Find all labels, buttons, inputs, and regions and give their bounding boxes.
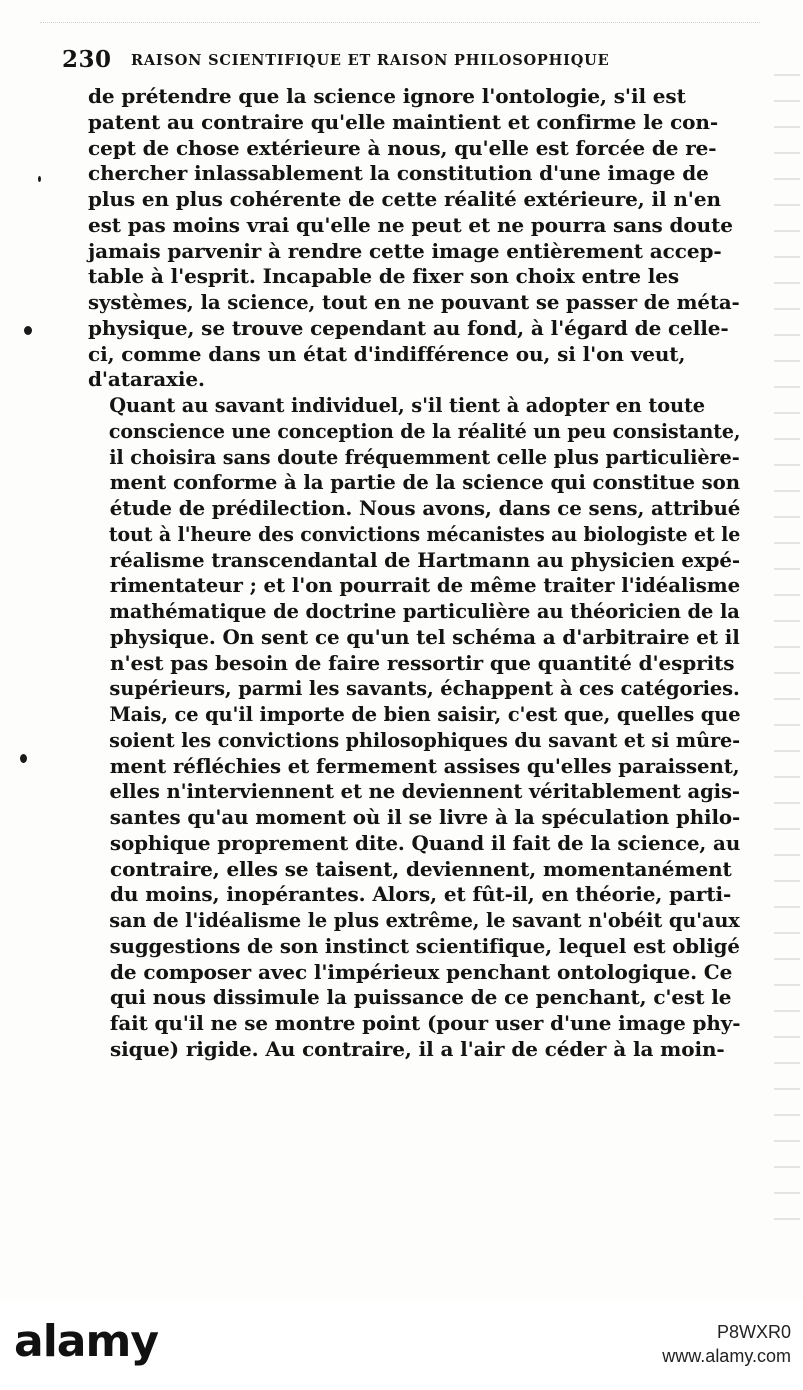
image-id-block	[662, 1320, 791, 1368]
text-line: systèmes, la science, tout en ne pouvant se passer de méta-	[88, 290, 740, 314]
text-line: mathématique de doctrine particulière au théoricien de la	[109, 599, 740, 623]
text-line: elles n'interviennent et ne deviennent véritablement agis-	[109, 779, 740, 804]
text-line: tout à l'heure des convictions mécanistes au biologiste et le	[108, 521, 741, 546]
running-head	[62, 46, 742, 74]
text-line: ment conforme à la partie de la science qui constitue son	[109, 470, 740, 495]
margin-mark	[24, 326, 32, 335]
text-line: conscience une conception de la réalité un peu consistante,	[108, 418, 741, 443]
text-line: qui nous dissimule la puissance de ce penchant, c'est le	[110, 985, 732, 1010]
text-line: plus en plus cohérente de cette réalité extérieure, il n'en	[88, 187, 721, 211]
alamy-logo: alamy	[14, 1316, 158, 1367]
paragraph	[88, 84, 740, 393]
text-line: de prétendre que la science ignore l'ontologie, s'il est	[88, 84, 686, 108]
text-line: contraire, elles se taisent, deviennent, momentanément	[110, 856, 732, 881]
text-line: sophique proprement dite. Quand il fait de la science, au	[109, 830, 741, 855]
scan-edge-artifacts	[774, 60, 800, 1240]
text-line: Mais, ce qu'il importe de bien saisir, c'est que, quelles que	[109, 702, 741, 726]
text-line: il choisira sans doute fréquemment celle plus particulière-	[109, 444, 740, 469]
text-line: suggestions de son instinct scientifique, lequel est obligé	[109, 933, 740, 958]
scan-noise	[40, 22, 760, 37]
text-line: réalisme transcendantal de Hartmann au physicien expé-	[109, 547, 740, 572]
margin-mark	[38, 176, 41, 182]
text-line: chercher inlassablement la constitution d'une image de	[88, 161, 709, 186]
text-line: ci, comme dans un état d'indifférence ou, si l'on veut,	[88, 341, 686, 366]
text-line: physique, se trouve cependant au fond, à l'égard de celle-	[88, 315, 729, 340]
text-line: supérieurs, parmi les savants, échappent à ces catégories.	[109, 676, 740, 701]
text-line: de composer avec l'impérieux penchant ontologique. Ce	[110, 959, 733, 984]
text-line: cept de chose extérieure à nous, qu'elle est forcée de re-	[88, 135, 717, 160]
text-line: fait qu'il ne se montre point (pour user d'une image phy-	[109, 1011, 741, 1035]
text-line: physique. On sent ce qu'un tel schéma a d'arbitraire et il	[109, 624, 740, 649]
text-line: du moins, inopérantes. Alors, et fût-il, en théorie, parti-	[110, 882, 732, 907]
image-id: P8WXR0	[716, 1322, 791, 1342]
text-line: santes qu'au moment où il se livre à la spéculation philo-	[109, 805, 741, 829]
text-line: patent au contraire qu'elle maintient et confirme le con-	[88, 109, 719, 134]
text-line: table à l'esprit. Incapable de fixer son choix entre les	[88, 264, 680, 289]
image-url: www.alamy.com	[662, 1346, 791, 1366]
text-line: jamais parvenir à rendre cette image entièrement accep-	[88, 238, 722, 263]
text-line: soient les convictions philosophiques du savant et si mûre-	[109, 727, 740, 752]
paragraph	[88, 393, 740, 1063]
text-line: rimentateur ; et l'on pourrait de même traiter l'idéalisme	[109, 573, 741, 598]
text-line: Quant au savant individuel, s'il tient à adopter en toute	[109, 393, 705, 417]
body-text	[88, 84, 740, 1063]
text-line: ment réfléchies et fermement assises qu'elles paraissent,	[109, 753, 740, 778]
text-line: étude de prédilection. Nous avons, dans ce sens, attribué	[109, 496, 741, 520]
running-title: RAISON SCIENTIFIQUE ET RAISON PHILOSOPHIQUE	[131, 52, 610, 69]
page-number: 230	[62, 46, 112, 73]
text-line: est pas moins vrai qu'elle ne peut et ne pourra sans doute	[88, 212, 733, 237]
text-line: sique) rigide. Au contraire, il a l'air de céder à la moin-	[110, 1036, 725, 1061]
text-line: san de l'idéalisme le plus extrême, le savant n'obéit qu'aux	[109, 908, 740, 932]
margin-mark	[20, 754, 27, 763]
watermark-footer	[0, 1300, 803, 1390]
text-line: d'ataraxie.	[88, 367, 205, 392]
text-line: n'est pas besoin de faire ressortir que quantité d'esprits	[110, 650, 735, 675]
